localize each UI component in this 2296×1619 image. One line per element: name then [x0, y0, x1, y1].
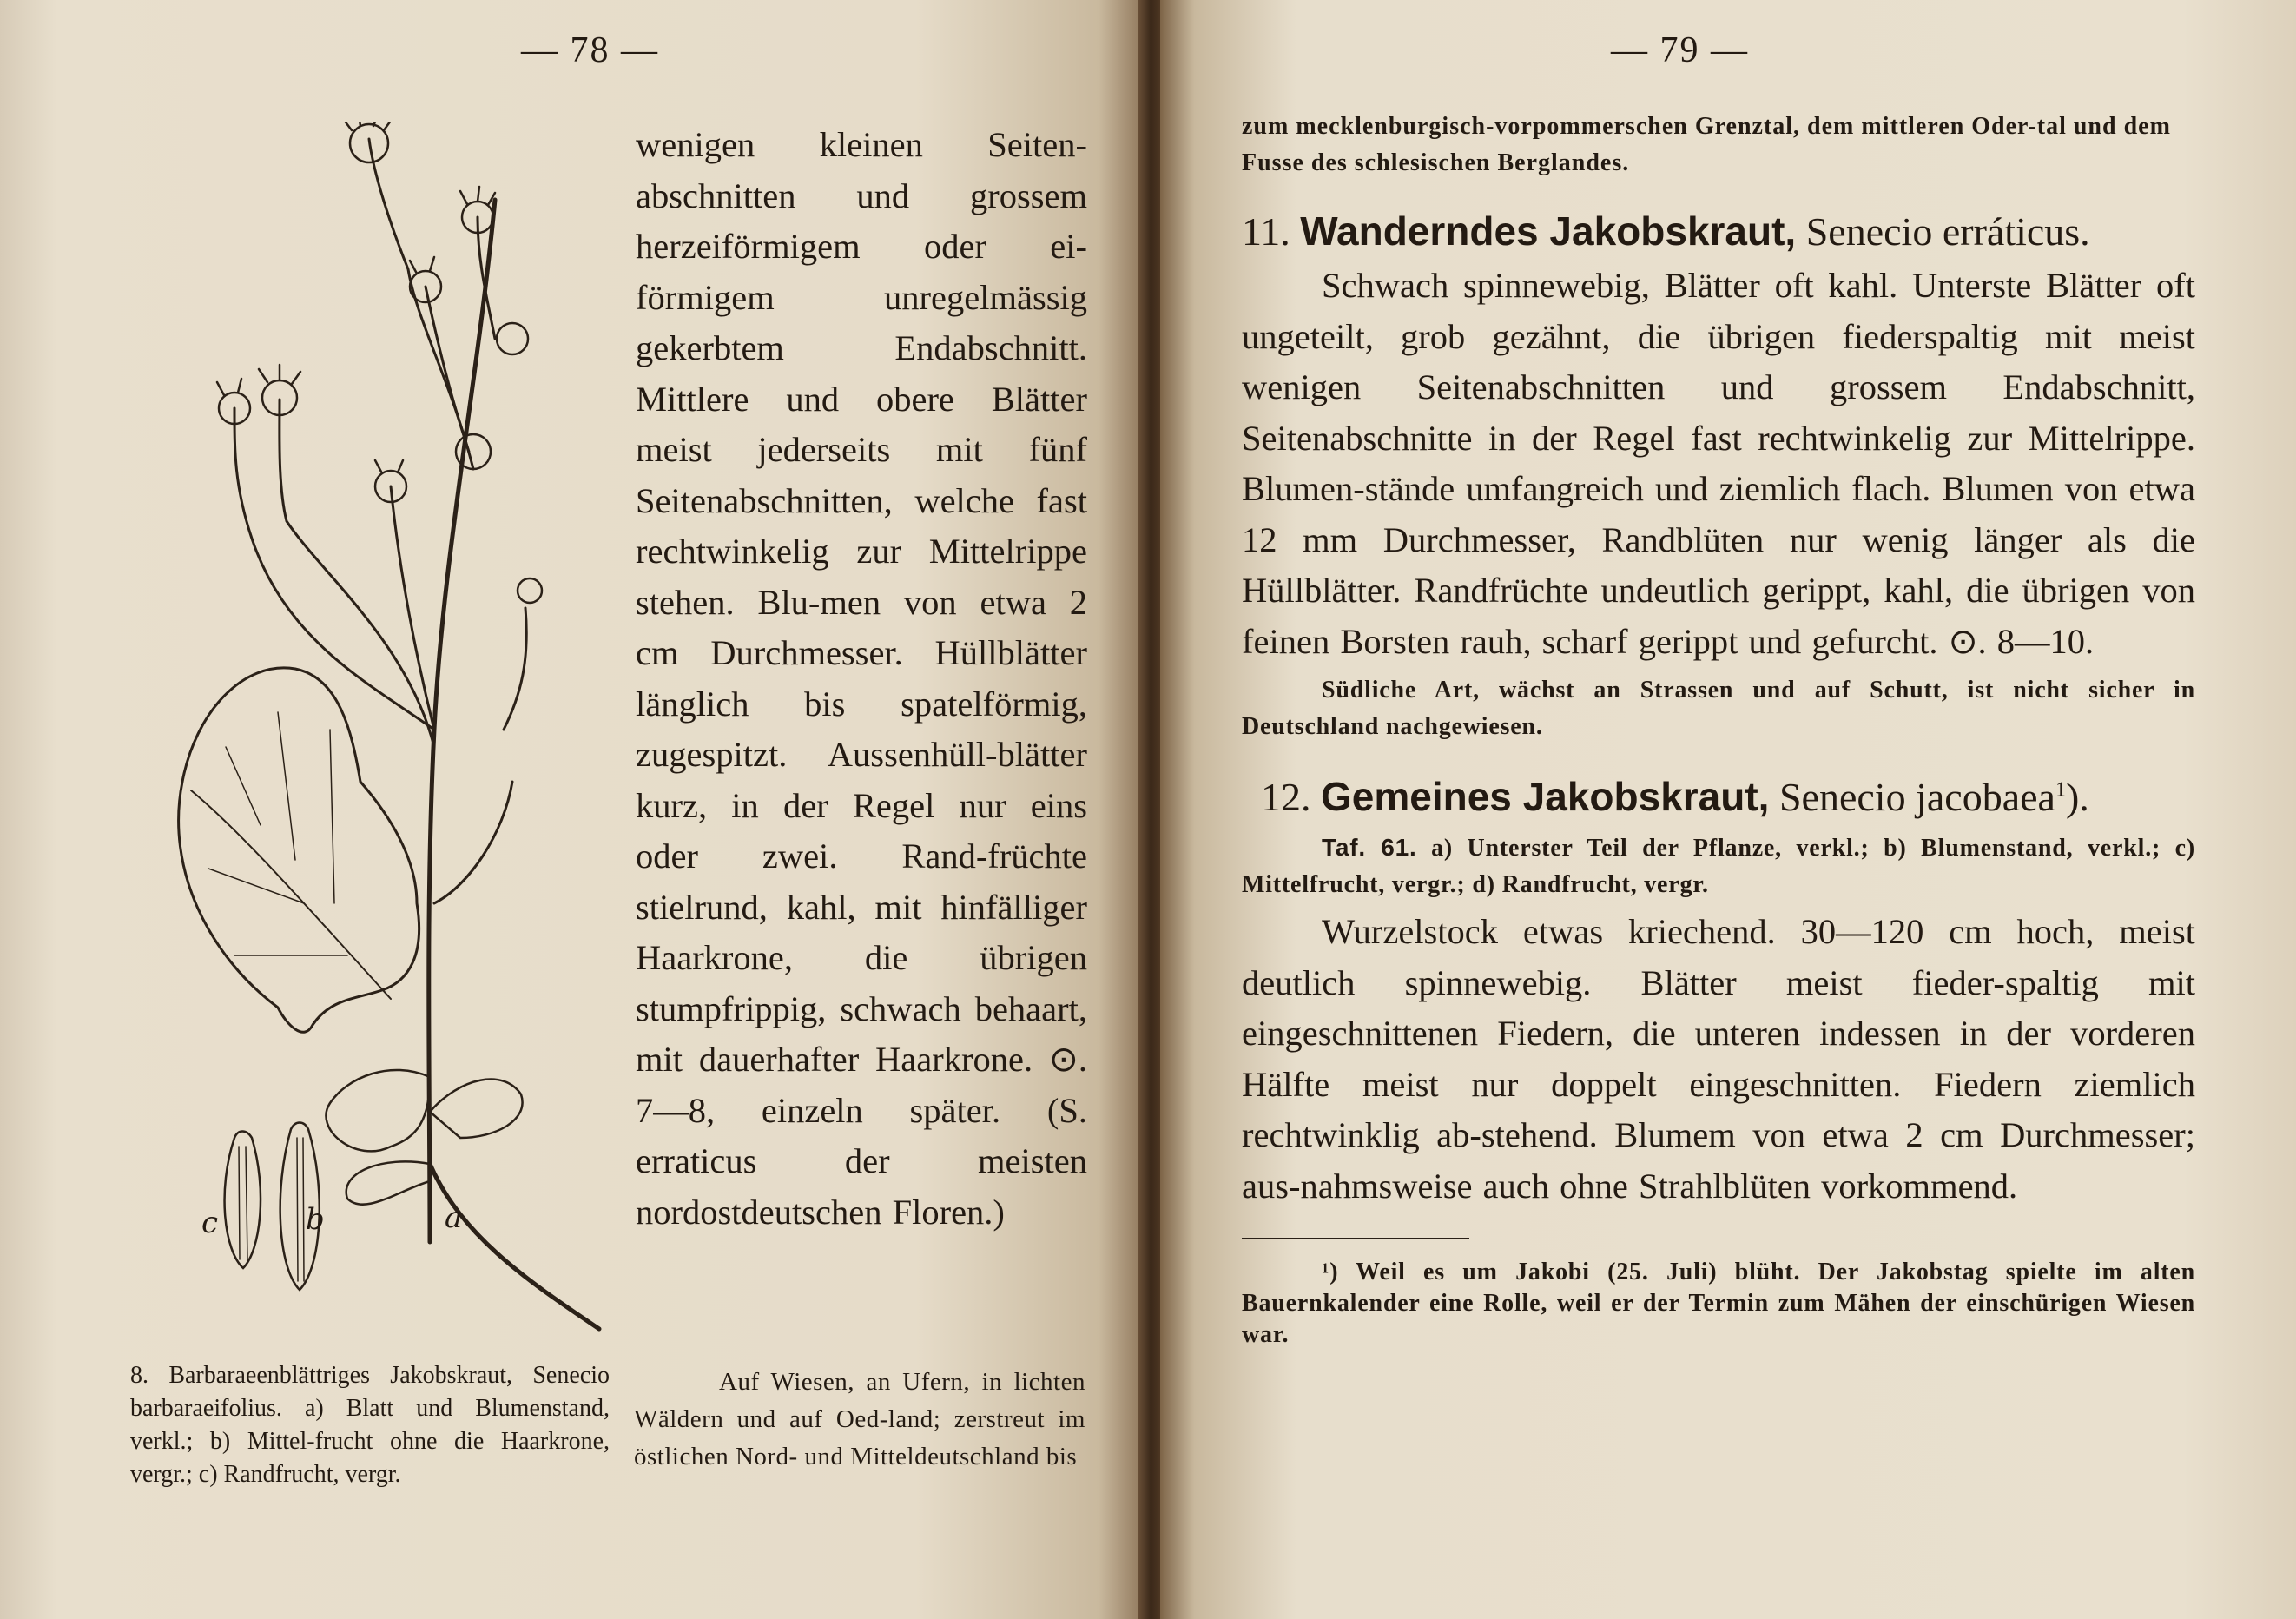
botanical-illustration — [130, 122, 617, 1346]
left-page — [0, 0, 1145, 1619]
footnote-divider — [1242, 1238, 1469, 1239]
footnote: ¹) Weil es um Jakobi (25. Juli) blüht. Der Jakobstag spielte im alten Bauernkalender eine Rolle, weil er der Termin zum Mähen der einschürigen Wiesen war. — [1242, 1259, 2195, 1348]
species-11-description: Schwach spinnewebig, Blätter oft kahl. Unterste Blätter oft ungeteilt, grob gezähnt, die übrigen fiederspaltig mit meist wenigen Seitenabschnitten und grossem Endabschnitt, Seitenabschnitte in der Regel fast rechtwinkelig zur Mittelrippe. Blumen-stände umfangreich und ziemlich flach. Blumen von etwa 12 mm Durchmesser, Randblüten nur wenig länger als die Hüllblätter. Randfrüchte undeutlich gerippt, kahl, die übrigen von feinen Borsten rauh, scharf gerippt und gefurcht. ⊙. 8—10. — [1242, 266, 2195, 661]
species-12-number: 12. — [1261, 775, 1311, 819]
habitat-note-left: Auf Wiesen, an Ufern, in lichten Wäldern und auf Oed-land; zerstreut im östlichen Nord- und Mitteldeutschland bis — [634, 1368, 1085, 1470]
page-number-right: — 79 — — [1611, 30, 1749, 70]
figure-label-b: b — [306, 1202, 325, 1237]
right-body — [1242, 109, 2195, 1351]
species-12-latin-end: ). — [2065, 775, 2089, 819]
species-12-description: Wurzelstock etwas kriechend. 30—120 cm hoch, meist deutlich spinnewebig. Blätter meist fieder-spaltig mit eingeschnittenen Fiedern, die unteren indessen in der vorderen Hälfte meist nur doppelt eingeschnitten. Fiedern ziemlich rechtwinklig ab-stehend. Blumem von etwa 2 cm Durchmesser; aus-nahmsweise auch ohne Strahlblüten vorkommend. — [1242, 912, 2195, 1206]
left-paragraph: wenigen kleinen Seiten-abschnitten und grossem herzeiförmigem oder ei-förmigem unregelmässig gekerbtem Endabschnitt. Mittlere und obere Blätter meist jederseits mit fünf Seitenabschnitten, welche fast rechtwinkelig zur Mittelrippe stehen. Blu-men von etwa 2 cm Durchmesser. Hüllblätter länglich bis spatelförmig, zugespitzt. Aussenhüll-blätter kurz, in der Regel nur eins oder zwei. Rand-früchte stielrund, kahl, mit hinfälliger Haarkrone, die übrigen stumpfrippig, schwach behaart, mit dauerhafter Haarkrone. ⊙. 7—8, einzeln später. (S. erraticus der meisten nordostdeutschen Floren.) — [636, 125, 1087, 1232]
figure-label-c: c — [201, 1206, 219, 1240]
figure-label-a: a — [445, 1200, 463, 1235]
species-11-name: Wanderndes Jakobskraut, — [1300, 208, 1797, 254]
species-11-note: Südliche Art, wächst an Strassen und auf Schutt, ist nicht sicher in Deutschland nachgewiesen. — [1242, 677, 2195, 740]
species-11-latin: Senecio erráticus. — [1805, 209, 2090, 254]
species-11-number: 11. — [1242, 209, 1290, 254]
species-11-heading — [1242, 202, 2195, 261]
left-body-text — [636, 120, 1087, 1238]
species-12-name: Gemeines Jakobskraut, — [1321, 774, 1770, 819]
plate-text: a) Unterster Teil der Pflanze, verkl.; b) Blumenstand, verkl.; c) Mittelfrucht, vergr.; d) Randfrucht, vergr. — [1242, 835, 2195, 898]
footnote-mark: 1 — [2055, 778, 2066, 802]
figure-caption: 8. Barbaraeenblättriges Jakobskraut, Senecio barbaraeifolius. a) Blatt und Blumenstand, verkl.; b) Mittel-frucht ohne die Haarkrone, vergr.; c) Randfrucht, vergr. — [130, 1362, 610, 1488]
plate-number: Taf. 61. — [1322, 834, 1417, 861]
page-number-left: — 78 — — [521, 30, 659, 70]
species-12-heading — [1242, 768, 2195, 826]
continuation-note: zum mecklenburgisch-vorpommerschen Grenztal, dem mittleren Oder-tal und dem Fusse des schlesischen Berglandes. — [1242, 113, 2171, 176]
plate-reference — [1242, 829, 2195, 903]
species-12-latin: Senecio jacobaea — [1778, 775, 2055, 819]
